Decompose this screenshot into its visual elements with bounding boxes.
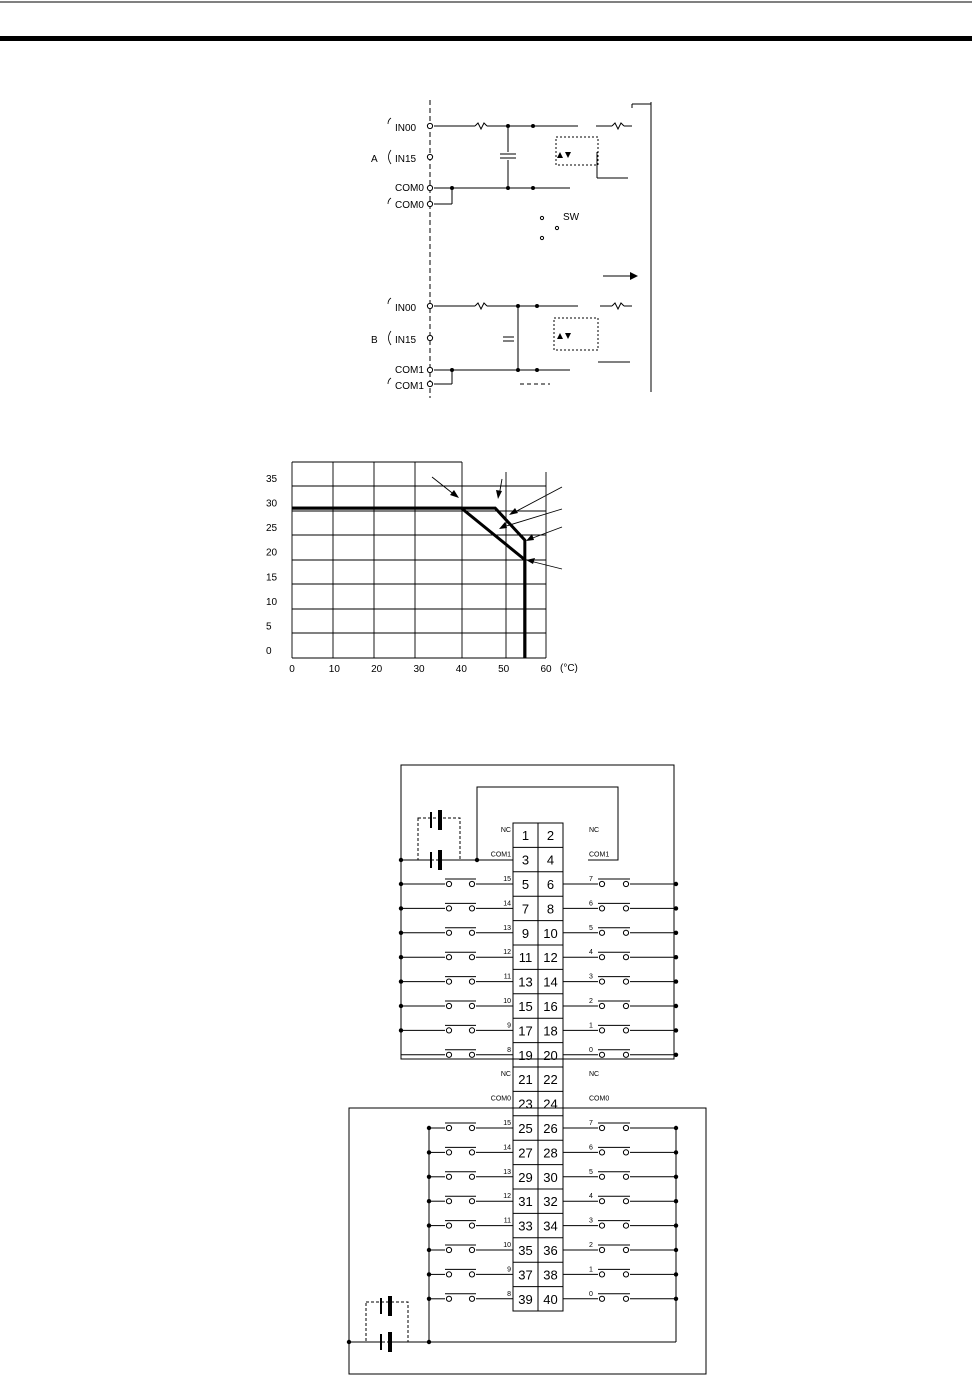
terminal-number-right: 16: [543, 999, 558, 1014]
terminal-label-left: 13: [503, 924, 511, 932]
terminal-label-left: 14: [503, 1144, 511, 1152]
terminal-label-left: 15: [503, 1120, 511, 1127]
terminal-label-left: 11: [503, 973, 511, 981]
terminal-label-right: 1: [589, 1266, 593, 1274]
terminal-label-right: 6: [589, 1144, 593, 1152]
terminal-label-right: NC: [589, 827, 600, 835]
terminal-label-right: 3: [589, 1217, 593, 1225]
terminal-number-right: 38: [543, 1267, 558, 1283]
terminal-label-left: 12: [503, 1193, 511, 1201]
terminal-label-left: COM1: [490, 851, 511, 859]
switch-label: SW: [563, 212, 580, 223]
terminal-label-left: 10: [503, 998, 511, 1005]
terminal-number-left: 11: [518, 950, 533, 966]
terminal-number-left: 25: [518, 1121, 533, 1136]
terminal-number-right: 2: [546, 828, 555, 844]
terminal-label-right: COM0: [589, 1095, 610, 1103]
terminal-number-right: 24: [543, 1096, 558, 1112]
terminal-number-left: 39: [518, 1291, 533, 1307]
group-a-label: A: [371, 154, 378, 165]
terminal-label-left: NC: [500, 827, 511, 835]
terminal-number-right: 14: [543, 974, 558, 990]
terminal-number-left: 17: [518, 1023, 533, 1039]
terminal-label-left: 14: [503, 900, 511, 908]
y-tick-label: 15: [266, 572, 278, 584]
terminal-number-right: 20: [543, 1047, 558, 1063]
terminal-label-left: 13: [503, 1168, 511, 1176]
terminal-label-left: COM0: [490, 1095, 511, 1103]
terminal-number-left: 21: [518, 1072, 533, 1088]
terminal-label-left: 15: [503, 876, 511, 883]
terminal-label-right: 5: [589, 924, 593, 932]
terminal-number-left: 9: [521, 925, 530, 941]
terminal-label-right: 5: [589, 1168, 593, 1176]
terminal-number-right: 22: [543, 1072, 558, 1088]
y-tick-label: 5: [266, 621, 272, 633]
terminal-label-right: 4: [589, 1193, 593, 1201]
y-tick-label: 0: [266, 646, 272, 657]
terminal-label-right: 4: [589, 949, 593, 957]
terminal-number-left: 15: [518, 999, 533, 1014]
terminal-number-left: 3: [521, 852, 530, 868]
terminal-number-right: 10: [543, 925, 558, 941]
group-a-com0-label-1: COM0: [395, 183, 424, 194]
terminal-number-left: 31: [518, 1194, 533, 1210]
group-b-com1-label-1: COM1: [395, 365, 424, 376]
x-tick-label: 20: [371, 664, 383, 675]
terminal-label-left: 11: [503, 1217, 511, 1225]
x-tick-label: 0: [289, 664, 295, 675]
terminal-label-left: 8: [507, 1290, 511, 1298]
terminal-number-right: 28: [543, 1145, 558, 1161]
group-a-com0-label-2: COM0: [395, 200, 424, 211]
terminal-number-right: 18: [543, 1023, 558, 1039]
terminal-label-right: 6: [589, 900, 593, 908]
group-b-in15-label: IN15: [395, 335, 417, 346]
terminal-label-left: 8: [507, 1046, 511, 1054]
x-tick-label: 40: [455, 664, 467, 675]
x-axis-unit-label: (°C): [560, 663, 578, 674]
y-tick-label: 10: [266, 596, 278, 608]
terminal-number-right: 32: [543, 1194, 558, 1210]
terminal-number-right: 36: [543, 1243, 558, 1258]
terminal-number-left: 13: [518, 974, 533, 990]
group-a-in15-label: IN15: [395, 154, 417, 165]
terminal-number-right: 40: [543, 1291, 558, 1307]
terminal-label-left: NC: [500, 1071, 511, 1079]
terminal-label-right: COM1: [589, 851, 610, 859]
terminal-label-left: 10: [503, 1242, 511, 1249]
group-b-in00-label: IN00: [395, 303, 417, 314]
terminal-label-left: 9: [507, 1022, 511, 1030]
terminal-number-left: 29: [518, 1169, 533, 1185]
terminal-label-left: 9: [507, 1266, 511, 1274]
y-tick-label: 25: [266, 523, 278, 535]
group-a-in00-label: IN00: [395, 123, 417, 134]
terminal-number-left: 33: [518, 1218, 533, 1234]
terminal-label-right: 2: [589, 1242, 593, 1249]
y-tick-label: 20: [266, 547, 278, 559]
terminal-label-right: 0: [589, 1046, 593, 1054]
terminal-label-right: 7: [589, 876, 593, 883]
terminal-label-right: NC: [589, 1071, 600, 1079]
terminal-number-left: 27: [518, 1145, 533, 1161]
terminal-number-right: 12: [543, 950, 558, 966]
terminal-number-right: 26: [543, 1121, 558, 1136]
terminal-label-right: 2: [589, 998, 593, 1005]
x-tick-label: 30: [413, 664, 425, 675]
terminal-number-left: 5: [521, 877, 530, 892]
terminal-number-left: 23: [518, 1096, 533, 1112]
terminal-number-right: 30: [543, 1169, 558, 1185]
terminal-number-left: 7: [521, 901, 530, 917]
group-b-label: B: [371, 335, 378, 346]
terminal-number-left: 1: [521, 828, 530, 844]
terminal-block-rows: [491, 823, 610, 1311]
terminal-number-right: 34: [543, 1218, 558, 1234]
x-tick-label: 50: [498, 664, 510, 675]
x-tick-label: 60: [540, 664, 552, 675]
terminal-label-right: 7: [589, 1120, 593, 1127]
terminal-number-left: 35: [518, 1243, 533, 1258]
group-b-com1-label-2: COM1: [395, 381, 424, 392]
y-tick-label: 30: [266, 498, 278, 510]
terminal-label-right: 0: [589, 1290, 593, 1298]
terminal-number-left: 19: [518, 1047, 533, 1063]
terminal-label-left: 12: [503, 949, 511, 957]
terminal-number-left: 37: [518, 1267, 533, 1283]
y-tick-label: 35: [266, 474, 278, 485]
terminal-number-right: 4: [546, 852, 555, 868]
x-tick-label: 10: [328, 664, 340, 675]
terminal-number-right: 8: [546, 901, 555, 917]
terminal-label-right: 3: [589, 973, 593, 981]
terminal-number-right: 6: [546, 877, 555, 892]
terminal-label-right: 1: [589, 1022, 593, 1030]
